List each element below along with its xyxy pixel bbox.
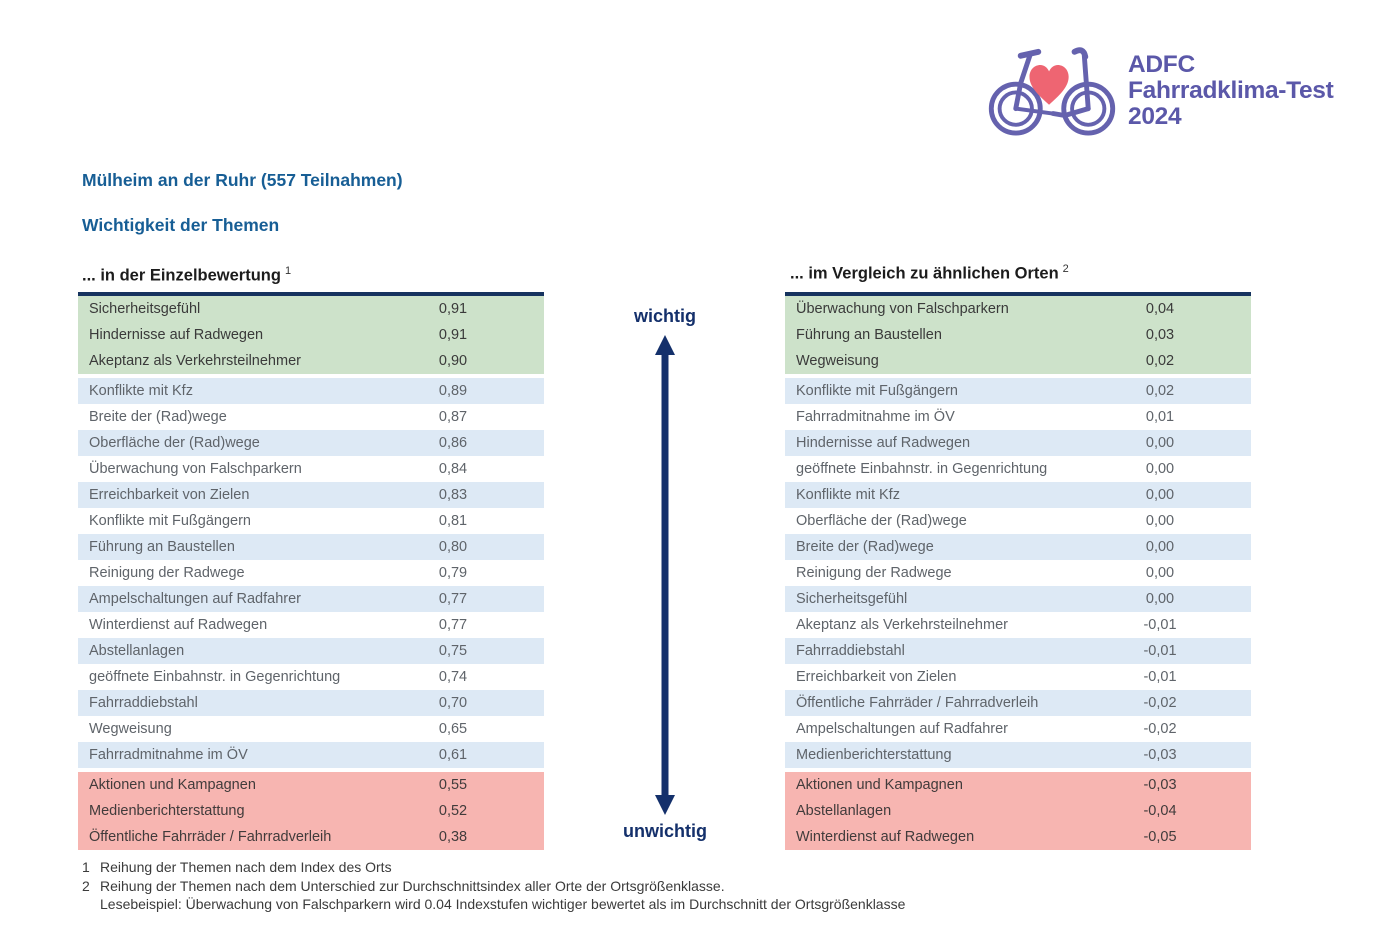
topic-label: Aktionen und Kampagnen bbox=[796, 777, 963, 793]
topic-value: 0,03 bbox=[1145, 327, 1175, 343]
topic-label: geöffnete Einbahnstr. in Gegenrichtung bbox=[796, 461, 1048, 477]
table-row bbox=[78, 664, 544, 690]
table-row bbox=[785, 348, 1251, 374]
topic-value: 0,02 bbox=[1145, 383, 1175, 399]
topic-label: Medienberichterstattung bbox=[796, 747, 952, 763]
topic-label: Oberfläche der (Rad)wege bbox=[796, 513, 967, 529]
table-row bbox=[785, 456, 1251, 482]
table-row bbox=[78, 430, 544, 456]
table-row bbox=[785, 482, 1251, 508]
right-table-header bbox=[790, 263, 1069, 284]
topic-value: 0,00 bbox=[1145, 565, 1175, 581]
table-row bbox=[78, 798, 544, 824]
footnote-text: Reihung der Themen nach dem Index des Orts bbox=[100, 859, 392, 875]
table-rows bbox=[78, 296, 544, 850]
topic-label: Akeptanz als Verkehrsteilnehmer bbox=[89, 353, 301, 369]
topic-value: 0,00 bbox=[1145, 513, 1175, 529]
topic-label: Hindernisse auf Radwegen bbox=[89, 327, 264, 343]
topic-label: Fahrraddiebstahl bbox=[89, 695, 198, 711]
topic-value: 0,00 bbox=[1145, 487, 1175, 503]
table-row bbox=[78, 772, 544, 798]
topic-value: 0,86 bbox=[438, 435, 468, 451]
topic-value: -0,01 bbox=[1143, 617, 1177, 633]
topic-value: 0,70 bbox=[438, 695, 468, 711]
topic-label: Erreichbarkeit von Zielen bbox=[89, 487, 250, 503]
table-row bbox=[78, 348, 544, 374]
topic-label: Überwachung von Falschparkern bbox=[89, 461, 302, 477]
topic-label: Hindernisse auf Radwegen bbox=[796, 435, 971, 451]
topic-value: 0,01 bbox=[1145, 409, 1175, 425]
topic-label: Wegweisung bbox=[796, 353, 879, 369]
table-row bbox=[785, 378, 1251, 404]
table-row bbox=[78, 690, 544, 716]
table-row bbox=[785, 296, 1251, 322]
topic-label: Reinigung der Radwege bbox=[89, 565, 245, 581]
adfc-logo bbox=[988, 44, 1333, 138]
table-row bbox=[78, 742, 544, 768]
topic-value: 0,91 bbox=[438, 327, 468, 343]
topic-value: 0,75 bbox=[438, 643, 468, 659]
topic-value: 0,89 bbox=[438, 383, 468, 399]
topic-label: Abstellanlagen bbox=[89, 643, 185, 659]
footnote-marker: 1 bbox=[82, 859, 90, 875]
topic-label: Ampelschaltungen auf Radfahrer bbox=[89, 591, 301, 607]
table-row bbox=[785, 404, 1251, 430]
table-row bbox=[785, 716, 1251, 742]
topic-value: 0,00 bbox=[1145, 435, 1175, 451]
table-einzelbewertung bbox=[78, 292, 544, 850]
topic-label: Breite der (Rad)wege bbox=[796, 539, 934, 555]
topic-label: Winterdienst auf Radwegen bbox=[89, 617, 268, 633]
topic-value: 0,83 bbox=[438, 487, 468, 503]
footnote-line bbox=[82, 858, 905, 877]
topic-label: Fahrradmitnahme im ÖV bbox=[89, 747, 248, 763]
table-row bbox=[78, 378, 544, 404]
table-rows bbox=[785, 296, 1251, 850]
topic-value: 0,61 bbox=[438, 747, 468, 763]
table-row bbox=[785, 322, 1251, 348]
footnotes bbox=[82, 858, 905, 914]
topic-value: 0,00 bbox=[1145, 539, 1175, 555]
left-table-footnote-ref: 1 bbox=[284, 265, 292, 277]
table-row bbox=[78, 534, 544, 560]
topic-value: -0,02 bbox=[1143, 695, 1177, 711]
logo-line-2: Fahrradklima-Test bbox=[1128, 77, 1334, 104]
topic-value: 0,81 bbox=[438, 513, 468, 529]
table-row bbox=[785, 824, 1251, 850]
table-row bbox=[785, 560, 1251, 586]
topic-label: Führung an Baustellen bbox=[796, 327, 942, 343]
logo-text bbox=[1128, 52, 1333, 130]
topic-label: Breite der (Rad)wege bbox=[89, 409, 227, 425]
table-vergleich bbox=[785, 292, 1251, 850]
footnote-text: Lesebeispiel: Überwachung von Falschparkern wird 0.04 Indexstufen wichtiger bewertet als im Durchschnitt der Ortsgrößenklasse bbox=[100, 896, 906, 912]
double-arrow-icon bbox=[652, 334, 678, 816]
table-row bbox=[785, 430, 1251, 456]
left-table-title: ... in der Einzelbewertung bbox=[82, 266, 281, 285]
table-row bbox=[78, 296, 544, 322]
table-row bbox=[78, 456, 544, 482]
topic-label: Fahrradmitnahme im ÖV bbox=[796, 409, 955, 425]
topic-value: -0,02 bbox=[1143, 721, 1177, 737]
table-row bbox=[78, 612, 544, 638]
topic-label: Sicherheitsgefühl bbox=[89, 301, 201, 317]
table-row bbox=[785, 586, 1251, 612]
axis-top-label: wichtig bbox=[634, 306, 696, 326]
table-row bbox=[785, 664, 1251, 690]
table-row bbox=[785, 742, 1251, 768]
topic-value: 0,04 bbox=[1145, 301, 1175, 317]
topic-label: Sicherheitsgefühl bbox=[796, 591, 908, 607]
topic-value: 0,87 bbox=[438, 409, 468, 425]
topic-label: Öffentliche Fahrräder / Fahrradverleih bbox=[796, 695, 1039, 711]
table-row bbox=[78, 586, 544, 612]
table-row bbox=[785, 772, 1251, 798]
right-table-footnote-ref: 2 bbox=[1062, 263, 1069, 275]
left-table-header bbox=[82, 265, 291, 286]
footnote-line bbox=[82, 895, 905, 914]
topic-value: 0,77 bbox=[438, 617, 468, 633]
topic-label: Reinigung der Radwege bbox=[796, 565, 952, 581]
topic-value: 0,79 bbox=[438, 565, 468, 581]
topic-label: Öffentliche Fahrräder / Fahrradverleih bbox=[89, 829, 332, 845]
topic-label: Konflikte mit Kfz bbox=[89, 383, 193, 399]
topic-value: -0,03 bbox=[1143, 747, 1177, 763]
table-row bbox=[78, 824, 544, 850]
topic-label: Oberfläche der (Rad)wege bbox=[89, 435, 260, 451]
topic-label: Fahrraddiebstahl bbox=[796, 643, 905, 659]
footnote-text: Reihung der Themen nach dem Unterschied zur Durchschnittsindex aller Orte der Ortsgrößenklasse. bbox=[100, 877, 725, 894]
table-row bbox=[78, 508, 544, 534]
topic-label: Wegweisung bbox=[89, 721, 172, 737]
table-row bbox=[78, 482, 544, 508]
topic-label: Aktionen und Kampagnen bbox=[89, 777, 256, 793]
topic-label: Abstellanlagen bbox=[796, 803, 892, 819]
topic-value: 0,84 bbox=[438, 461, 468, 477]
table-row bbox=[78, 638, 544, 664]
topic-label: Konflikte mit Kfz bbox=[796, 487, 900, 503]
topic-value: 0,02 bbox=[1145, 353, 1175, 369]
table-row bbox=[78, 404, 544, 430]
city-title: Mülheim an der Ruhr (557 Teilnahmen) bbox=[82, 170, 403, 190]
table-row bbox=[785, 638, 1251, 664]
table-row bbox=[785, 508, 1251, 534]
topic-value: 0,77 bbox=[438, 591, 468, 607]
topic-label: Akeptanz als Verkehrsteilnehmer bbox=[796, 617, 1008, 633]
topic-value: 0,38 bbox=[438, 829, 468, 845]
topic-label: Winterdienst auf Radwegen bbox=[796, 829, 975, 845]
table-row bbox=[785, 798, 1251, 824]
right-table-title: ... im Vergleich zu ähnlichen Orten bbox=[790, 264, 1059, 283]
topic-value: 0,55 bbox=[438, 777, 468, 793]
topic-value: -0,01 bbox=[1143, 643, 1177, 659]
topic-label: Erreichbarkeit von Zielen bbox=[796, 669, 957, 685]
topic-label: geöffnete Einbahnstr. in Gegenrichtung bbox=[89, 669, 341, 685]
table-row bbox=[785, 612, 1251, 638]
table-row bbox=[78, 560, 544, 586]
topic-label: Führung an Baustellen bbox=[89, 539, 235, 555]
table-row bbox=[78, 716, 544, 742]
topic-value: 0,80 bbox=[438, 539, 468, 555]
topic-value: 0,00 bbox=[1145, 461, 1175, 477]
topic-value: -0,03 bbox=[1143, 777, 1177, 793]
topic-value: -0,01 bbox=[1143, 669, 1177, 685]
logo-line-1: ADFC bbox=[1128, 51, 1195, 78]
table-row bbox=[785, 534, 1251, 560]
importance-axis bbox=[595, 306, 735, 842]
table-row bbox=[78, 322, 544, 348]
topic-value: 0,52 bbox=[438, 803, 468, 819]
topic-value: 0,91 bbox=[438, 301, 468, 317]
topic-label: Ampelschaltungen auf Radfahrer bbox=[796, 721, 1008, 737]
bicycle-heart-icon bbox=[988, 44, 1116, 138]
logo-line-3: 2024 bbox=[1128, 103, 1182, 130]
axis-bottom-label: unwichtig bbox=[623, 821, 707, 841]
page-title: Wichtigkeit der Themen bbox=[82, 215, 280, 235]
table-row bbox=[785, 690, 1251, 716]
topic-label: Überwachung von Falschparkern bbox=[796, 301, 1009, 317]
topic-label: Medienberichterstattung bbox=[89, 803, 245, 819]
footnote-line bbox=[82, 877, 905, 896]
footnote-marker: 2 bbox=[82, 877, 90, 894]
topic-value: 0,00 bbox=[1145, 591, 1175, 607]
topic-value: -0,05 bbox=[1143, 829, 1177, 845]
topic-label: Konflikte mit Fußgängern bbox=[796, 383, 958, 399]
topic-label: Konflikte mit Fußgängern bbox=[89, 513, 251, 529]
topic-value: 0,74 bbox=[438, 669, 468, 685]
topic-value: 0,90 bbox=[438, 353, 468, 369]
topic-value: 0,65 bbox=[438, 721, 468, 737]
topic-value: -0,04 bbox=[1143, 803, 1177, 819]
